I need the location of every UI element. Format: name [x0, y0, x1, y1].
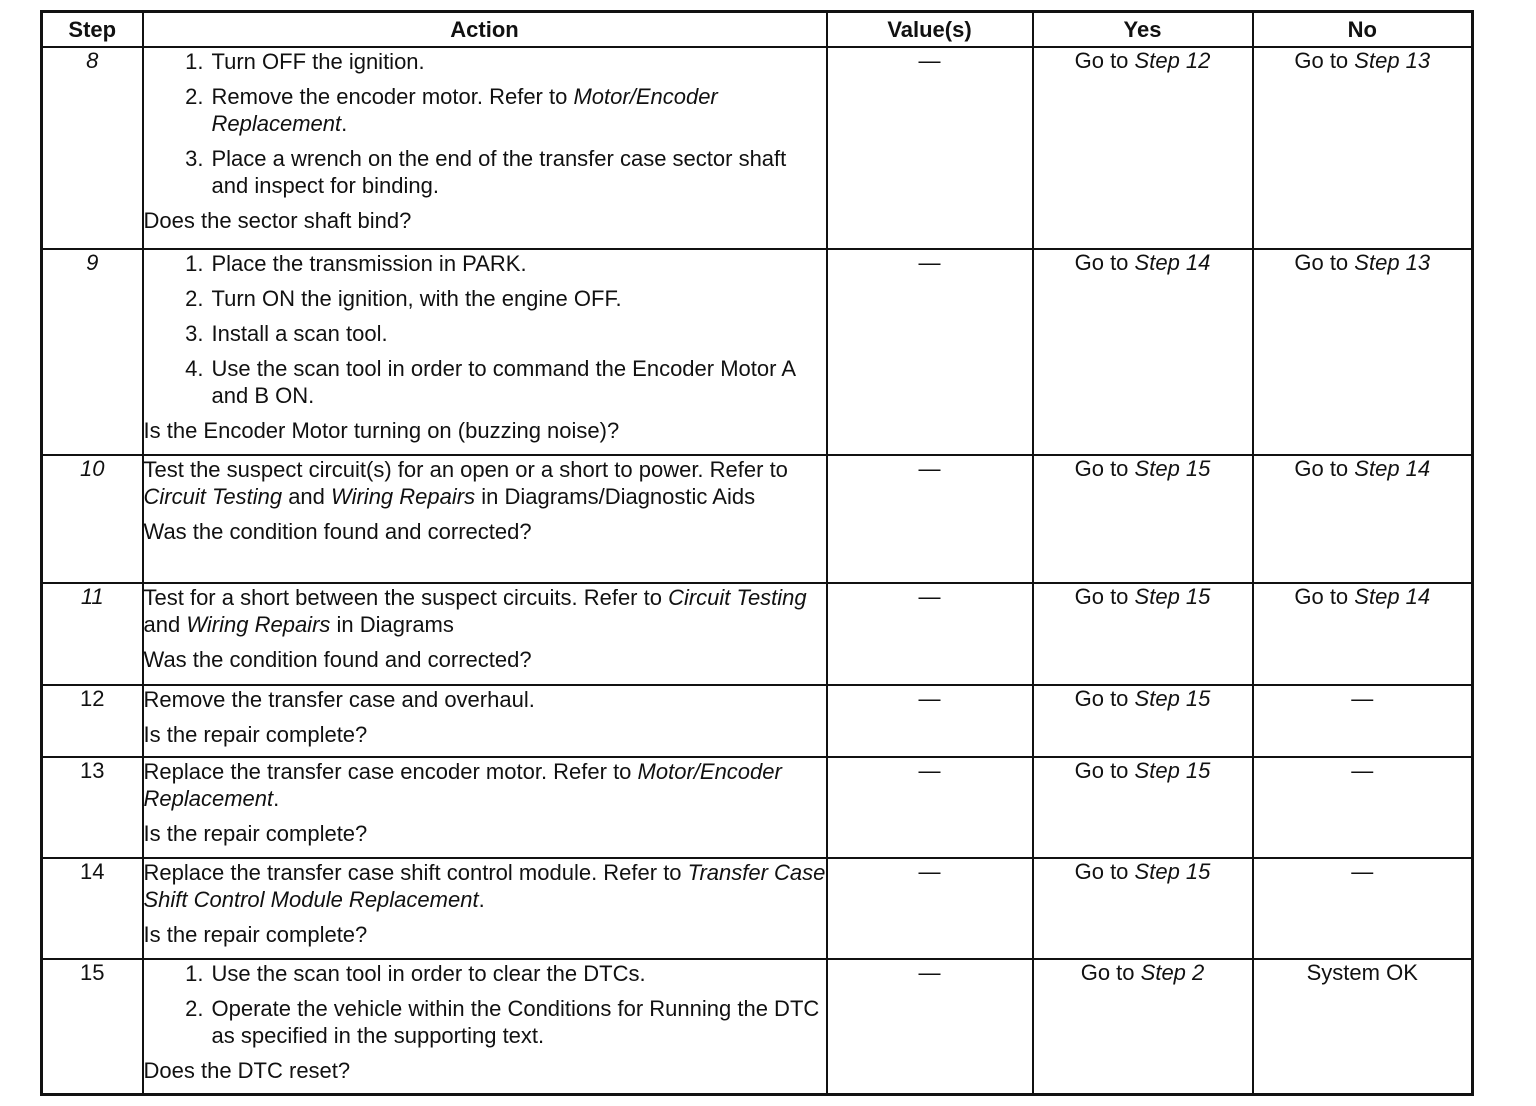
- list-item: 2. Operate the vehicle within the Conditions for Running the DTC as specified in the supporting text.: [185, 996, 820, 1048]
- reference-link: Circuit Testing: [668, 585, 807, 610]
- table-row-step-10: [42, 455, 1473, 583]
- diagnostic-table: [40, 10, 1474, 1096]
- action-list: [144, 960, 826, 1049]
- action-cell: [143, 455, 827, 583]
- list-item: 1. Place the transmission in PARK.: [185, 251, 527, 276]
- table-row-step-15: [42, 959, 1473, 1094]
- no-dash: —: [1253, 757, 1473, 858]
- question: Was the condition found and corrected?: [143, 647, 532, 672]
- action-text: Replace the transfer case encoder motor. Refer to Motor/Encoder Replacement.: [143, 759, 782, 811]
- step-number: 10: [42, 455, 143, 583]
- yes-cell: Go to Step 12: [1033, 47, 1253, 249]
- step-number: 12: [42, 685, 143, 757]
- list-item: 1. Use the scan tool in order to clear the DTCs.: [185, 961, 646, 986]
- yes-cell: Go to Step 15: [1033, 757, 1253, 858]
- value-dash: —: [827, 455, 1033, 583]
- table-row-step-9: [42, 249, 1473, 455]
- no-cell: Go to Step 14: [1253, 455, 1473, 583]
- no-cell-system-ok: System OK: [1253, 959, 1473, 1094]
- reference-link: Transfer Case Shift Control Module Replacement: [143, 860, 826, 912]
- action-cell: [143, 249, 827, 455]
- action-cell: [143, 757, 827, 858]
- header-step: Step: [42, 12, 143, 48]
- list-item: 3. Install a scan tool.: [185, 321, 388, 346]
- table-row-step-12: [42, 685, 1473, 757]
- no-cell: Go to Step 13: [1253, 249, 1473, 455]
- action-text: Replace the transfer case shift control module. Refer to Transfer Case Shift Control Module Replacement.: [143, 860, 826, 912]
- question: Is the repair complete?: [143, 722, 368, 747]
- question: Was the condition found and corrected?: [143, 519, 532, 544]
- value-dash: —: [827, 583, 1033, 685]
- header-no: No: [1253, 12, 1473, 48]
- table-row-step-13: [42, 757, 1473, 858]
- table-row-step-14: [42, 858, 1473, 959]
- step-number: 11: [42, 583, 143, 685]
- step-number: 14: [42, 858, 143, 959]
- action-text: Test for a short between the suspect circuits. Refer to Circuit Testing and Wiring Repairs in Diagrams: [143, 585, 807, 637]
- value-dash: —: [827, 858, 1033, 959]
- action-cell: [143, 583, 827, 685]
- no-cell: Go to Step 13: [1253, 47, 1473, 249]
- no-cell: Go to Step 14: [1253, 583, 1473, 685]
- list-item: 4. Use the scan tool in order to command the Encoder Motor A and B ON.: [185, 356, 795, 408]
- question: Is the repair complete?: [143, 922, 368, 947]
- question: Does the sector shaft bind?: [143, 208, 412, 233]
- value-dash: —: [827, 959, 1033, 1094]
- table-row-step-8: [42, 47, 1473, 249]
- yes-cell: Go to Step 2: [1033, 959, 1253, 1094]
- yes-cell: Go to Step 15: [1033, 858, 1253, 959]
- step-number: 13: [42, 757, 143, 858]
- header-values: Value(s): [827, 12, 1033, 48]
- list-item: 1. Turn OFF the ignition.: [185, 49, 425, 74]
- question: Is the Encoder Motor turning on (buzzing noise)?: [143, 418, 620, 443]
- reference-link: Motor/Encoder Replacement: [143, 759, 782, 811]
- step-number: 15: [42, 959, 143, 1094]
- yes-cell: Go to Step 14: [1033, 249, 1253, 455]
- header-action: Action: [143, 12, 827, 48]
- list-item: 3. Place a wrench on the end of the transfer case sector shaft and inspect for binding.: [185, 146, 787, 198]
- reference-link: Wiring Repairs: [331, 484, 476, 509]
- action-cell: [143, 685, 827, 757]
- list-item: 2. Turn ON the ignition, with the engine OFF.: [185, 286, 622, 311]
- reference-link: Wiring Repairs: [186, 612, 331, 637]
- reference-link: Circuit Testing: [143, 484, 283, 509]
- action-list: [144, 250, 826, 409]
- yes-cell: Go to Step 15: [1033, 455, 1253, 583]
- value-dash: —: [827, 249, 1033, 455]
- value-dash: —: [827, 685, 1033, 757]
- action-text: Remove the transfer case and overhaul.: [143, 687, 535, 712]
- value-dash: —: [827, 47, 1033, 249]
- header-row: [42, 12, 1473, 48]
- no-dash: —: [1253, 685, 1473, 757]
- no-dash: —: [1253, 858, 1473, 959]
- action-cell: [143, 959, 827, 1094]
- step-number: 9: [42, 249, 143, 455]
- yes-cell: Go to Step 15: [1033, 685, 1253, 757]
- list-item: 2. Remove the encoder motor. Refer to Motor/Encoder Replacement.: [185, 84, 718, 136]
- step-number: 8: [42, 47, 143, 249]
- action-text: Test the suspect circuit(s) for an open or a short to power. Refer to Circuit Testing and Wiring Repairs in Diagrams/Diagnostic Aids: [143, 457, 788, 509]
- question: Is the repair complete?: [143, 821, 368, 846]
- value-dash: —: [827, 757, 1033, 858]
- question: Does the DTC reset?: [143, 1058, 351, 1083]
- action-cell: [143, 858, 827, 959]
- header-yes: Yes: [1033, 12, 1253, 48]
- action-list: [144, 48, 826, 199]
- table-row-step-11: [42, 583, 1473, 685]
- action-cell: [143, 47, 827, 249]
- reference-link: Motor/Encoder Replacement: [211, 84, 718, 136]
- yes-cell: Go to Step 15: [1033, 583, 1253, 685]
